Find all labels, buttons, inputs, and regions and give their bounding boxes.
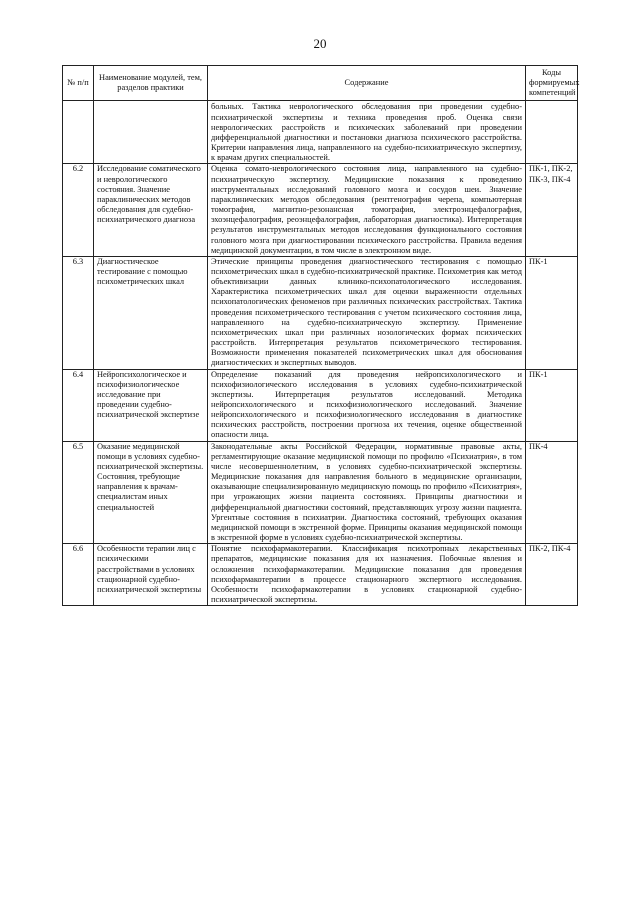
cell-name: Диагностическое тестирование с помощью психометрических шкал	[94, 256, 208, 369]
header-codes: Коды формируемых компетенций	[526, 66, 578, 101]
cell-num: 6.4	[63, 369, 94, 441]
table-row	[63, 256, 578, 369]
cell-content: Законодательные акты Российской Федерации, нормативные правовые акты, регламентирующие оказание медицинской помощи по профилю «Психиатрия», в том числе несовершеннолетним, в условиях судебно-психиатрической экспертизы. Медицинские показания для направления больного в медицинские организации, оказывающие специализированную медицинскую помощь по профилю «Психиатрия», при угрожающих жизни пациента состояниях. Принципы диагностики и дифференциальной диагностики состояний, представляющих угрозу жизни пациента. Ургентные состояния в психиатрии. Диагностика состояний, требующих оказания медицинской помощи в экстренной форме. Принципы оказания медицинской помощи в экстренной форме в условиях судебно-психиатрической экспертизы.	[208, 441, 526, 544]
cell-num: 6.3	[63, 256, 94, 369]
curriculum-table	[62, 65, 578, 606]
table-row	[63, 164, 578, 256]
cell-codes: ПК-1	[526, 256, 578, 369]
table-row	[63, 441, 578, 544]
table-row-continuation	[63, 101, 578, 164]
header-num: № п/п	[63, 66, 94, 101]
cell-codes	[526, 101, 578, 164]
cell-name: Нейропсихологическое и психофизиологическое исследование при проведении судебно-психиатрической экспертизе	[94, 369, 208, 441]
cell-codes: ПК-1, ПК-2, ПК-3, ПК-4	[526, 164, 578, 256]
cell-codes: ПК-1	[526, 369, 578, 441]
cell-codes: ПК-2, ПК-4	[526, 544, 578, 606]
table-row	[63, 369, 578, 441]
table-row	[63, 544, 578, 606]
cell-codes: ПК-4	[526, 441, 578, 544]
header-name: Наименование модулей, тем, разделов практики	[94, 66, 208, 101]
cell-num: 6.5	[63, 441, 94, 544]
cell-content: Этические принципы проведения диагностического тестирования с помощью психометрических шкал в судебно-психиатрической практике. Психометрия как метод объективизации данных клинико-психопатологического исследования. Характеристика психометрических шкал для оценки выраженности отдельных психопатологических феноменов при различных психических расстройствах. Тактика проведения психометрического тестирования с учетом психического состояния лица, направленного на судебно-психиатрическую экспертизу. Применение психометрических шкал при различных нозологических формах психических расстройств. Интерпретация результатов психометрического тестирования. Возможности применения показателей психометрических шкал для обоснования диагностических и экспертных выводов.	[208, 256, 526, 369]
table-header-row	[63, 66, 578, 101]
header-content: Содержание	[208, 66, 526, 101]
cell-content: Понятие психофармакотерапии. Классификация психотропных лекарственных препаратов, медицинские показания для их назначения. Побочные явления и осложнения психофармакотерапии. Медицинские показания для проведения психофармакотерапии в процессе стационарного экспертного исследования. Особенности психофармакотерапии в условиях стационарной судебно-психиатрической экспертизы.	[208, 544, 526, 606]
page-number: 20	[313, 36, 327, 51]
cell-content: Оценка сомато-неврологического состояния лица, направленного на судебно-психиатрическую экспертизу. Медицинские показания к проведению инструментальных исследований головного мозга и сосудов шеи. Значение параклинических методов обследования (рентгенография черепа, компьютерная томография, магнитно-резонансная томография, электроэнцефалография, эхоэнцефалография, реоэнцефалография, лабораторная диагностика). Интерпретация результатов инструментальных методов исследования функционального состояния головного мозга при диагностировании психического расстройства. Правила ведения медицинской документации, в том числе в электронном виде.	[208, 164, 526, 256]
cell-name	[94, 101, 208, 164]
cell-num	[63, 101, 94, 164]
cell-content: Определение показаний для проведения нейропсихологического и психофизиологического исследования в условиях судебно-психиатрической экспертизы. Интерпретация результатов исследований. Методика нейропсихологического и психофизиологического исследований. Значение нейропсихологического и психофизиологического исследования в диагностике психических расстройств, построении прогноза их течения, оценке общественной опасности лица.	[208, 369, 526, 441]
cell-content: больных. Тактика неврологического обследования при проведении судебно-психиатрической экспертизы и техника проведения проб. Оценка связи неврологических расстройств и психических заболеваний при проведении дифференциальной диагностики и постановки диагноза психического расстройства. Критерии направления лица, направленного на судебно-психиатрическую экспертизу, к врачам других специальностей.	[208, 101, 526, 164]
cell-name: Оказание медицинской помощи в условиях судебно-психиатрической экспертизы. Состояния, требующие направления к врачам-специалистам иных специальностей	[94, 441, 208, 544]
cell-num: 6.2	[63, 164, 94, 256]
cell-name: Исследование соматического и неврологического состояния. Значение параклинических методов обследования для судебно-психиатрического диагноза	[94, 164, 208, 256]
cell-name: Особенности терапии лиц с психическими расстройствами в условиях стационарной судебно-психиатрической экспертизы	[94, 544, 208, 606]
cell-num: 6.6	[63, 544, 94, 606]
